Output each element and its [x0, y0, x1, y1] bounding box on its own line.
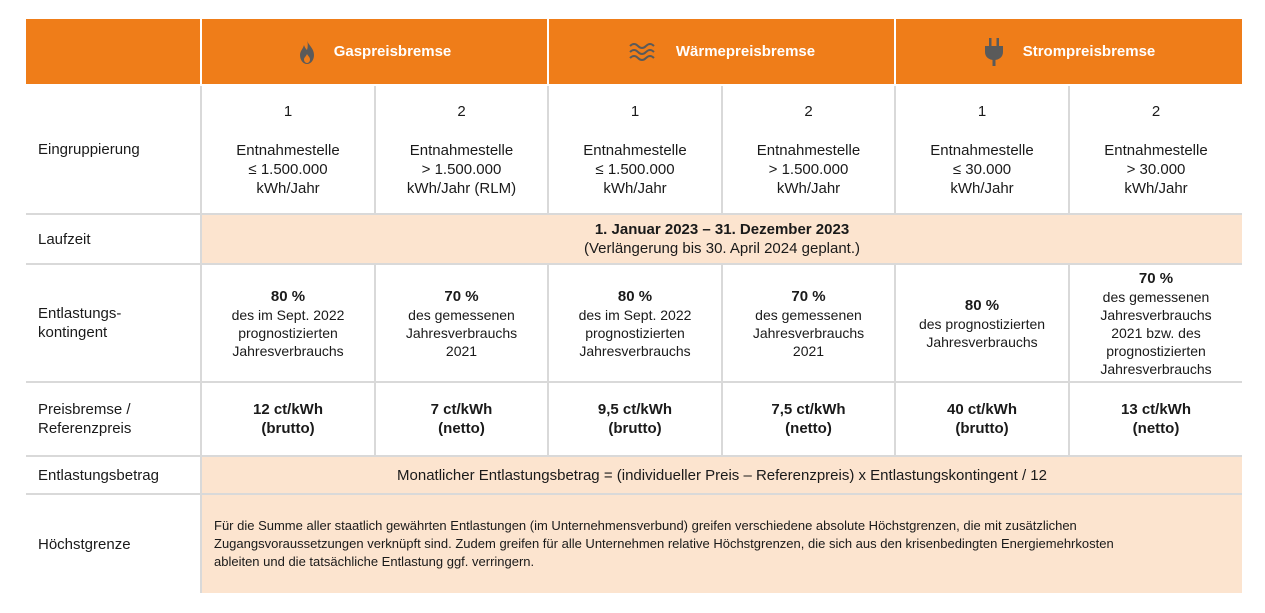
group-line: > 1.500.000 [768, 160, 849, 178]
header-empty-cell [26, 19, 200, 86]
preis-strom-1 [894, 383, 1068, 457]
group-line: Entnahmestelle [583, 141, 687, 159]
header-gas [200, 19, 547, 86]
kontingent-percent: 80 % [964, 296, 1000, 314]
laufzeit-sub: (Verlängerung bis 30. April 2024 geplant.) [583, 240, 861, 257]
flame-icon [298, 39, 316, 65]
row-label-line: kontingent [38, 324, 108, 341]
kontingent-line: des gemessenen [408, 306, 515, 323]
price-type: (netto) [1132, 420, 1180, 437]
kontingent-line: Jahresverbrauchs [579, 342, 691, 359]
row-label-betrag: Entlastungsbetrag [26, 457, 200, 495]
row-label-line: Entlastungs- [38, 305, 122, 322]
kontingent-line: Jahresverbrauchs [1100, 306, 1212, 323]
heat-waves-icon [628, 41, 658, 63]
eingruppierung-strom-1 [894, 86, 1068, 215]
kontingent-line: des gemessenen [755, 306, 862, 323]
price-type: (brutto) [608, 420, 662, 437]
row-label-kontingent [26, 265, 200, 383]
kontingent-line: des gemessenen [1102, 288, 1210, 305]
table-grid [26, 19, 1242, 593]
group-line: ≤ 30.000 [952, 160, 1012, 178]
header-strom [894, 19, 1242, 86]
laufzeit-main: 1. Januar 2023 – 31. Dezember 2023 [594, 221, 850, 238]
price-brake-table [26, 19, 1242, 593]
group-line: kWh/Jahr [603, 179, 667, 197]
header-gas-label: Gaspreisbremse [333, 43, 452, 60]
kontingent-line: 2021 [792, 342, 825, 359]
kontingent-line: prognostizierten [585, 324, 685, 341]
eingruppierung-strom-2 [1068, 86, 1242, 215]
group-line: ≤ 1.500.000 [595, 160, 675, 178]
hoechst-text [200, 495, 1242, 593]
preis-waerme-1 [547, 383, 721, 457]
kontingent-waerme-2 [721, 265, 894, 383]
preis-gas-1 [200, 383, 374, 457]
group-line: kWh/Jahr [950, 179, 1014, 197]
preis-gas-2 [374, 383, 547, 457]
laufzeit-value [200, 215, 1242, 265]
kontingent-percent: 70 % [444, 287, 479, 305]
row-label-preis [26, 383, 200, 457]
preis-strom-2 [1068, 383, 1242, 457]
kontingent-line: 2021 bzw. des [1111, 324, 1201, 341]
plug-icon [983, 37, 1005, 67]
hoechst-line: ableiten und die tatsächliche Entlastung ggf. verringern. [214, 554, 535, 569]
kontingent-line: prognostizierten [238, 324, 338, 341]
header-strom-label: Strompreisbremse [1022, 43, 1156, 60]
price-type: (netto) [438, 420, 485, 437]
kontingent-gas-1 [200, 265, 374, 383]
group-number: 2 [804, 102, 813, 120]
eingruppierung-gas-1 [200, 86, 374, 215]
price-value: 13 ct/kWh [1120, 401, 1192, 418]
price-type: (brutto) [955, 420, 1009, 437]
kontingent-line: Jahresverbrauchs [1100, 360, 1212, 377]
group-line: kWh/Jahr [256, 179, 320, 197]
group-line: > 30.000 [1126, 160, 1186, 178]
group-number: 2 [457, 102, 466, 120]
group-number: 1 [630, 102, 640, 120]
row-label-laufzeit: Laufzeit [26, 215, 200, 265]
group-line: kWh/Jahr [1124, 179, 1188, 197]
kontingent-line: des im Sept. 2022 [231, 306, 345, 323]
eingruppierung-waerme-2 [721, 86, 894, 215]
row-label-eingruppierung: Eingruppierung [26, 86, 200, 215]
eingruppierung-gas-2 [374, 86, 547, 215]
kontingent-percent: 80 % [617, 287, 653, 305]
group-number: 2 [1151, 102, 1161, 120]
hoechst-line: Zugangsvoraussetzungen verknüpft sind. Zudem greifen für alle Unternehmen relative Höchstgrenzen, die sich aus den krisenbedingten Energiemehrkosten [214, 536, 1114, 551]
kontingent-line: 2021 [445, 342, 478, 359]
kontingent-waerme-1 [547, 265, 721, 383]
price-value: 12 ct/kWh [252, 401, 324, 418]
price-value: 9,5 ct/kWh [597, 401, 673, 418]
row-label-line: Referenzpreis [38, 420, 132, 437]
kontingent-line: des im Sept. 2022 [578, 306, 692, 323]
price-type: (netto) [785, 420, 832, 437]
eingruppierung-waerme-1 [547, 86, 721, 215]
group-line: ≤ 1.500.000 [248, 160, 328, 178]
kontingent-strom-1 [894, 265, 1068, 383]
group-line: Entnahmestelle [236, 141, 340, 159]
group-number: 1 [977, 102, 987, 120]
row-label-line: Preisbremse / [38, 401, 131, 418]
header-waerme [547, 19, 894, 86]
group-line: Entnahmestelle [756, 141, 861, 159]
betrag-formula: Monatlicher Entlastungsbetrag = (individueller Preis – Referenzpreis) x Entlastungskontingent / 12 [200, 457, 1242, 495]
kontingent-percent: 70 % [1138, 269, 1174, 287]
group-line: Entnahmestelle [409, 141, 514, 159]
kontingent-percent: 70 % [791, 287, 826, 305]
kontingent-strom-2 [1068, 265, 1242, 383]
price-type: (brutto) [261, 420, 315, 437]
group-line: Entnahmestelle [1104, 141, 1208, 159]
price-value: 7 ct/kWh [430, 401, 493, 418]
kontingent-gas-2 [374, 265, 547, 383]
hoechst-line: Für die Summe aller staatlich gewährten Entlastungen (im Unternehmensverbund) greifen verschiedene absolute Höchstgrenzen, die mit zusätzlichen [214, 518, 1077, 533]
group-line: Entnahmestelle [930, 141, 1034, 159]
row-label-hoechst: Höchstgrenze [38, 535, 131, 553]
kontingent-line: prognostizierten [1106, 342, 1206, 359]
group-line: kWh/Jahr [776, 179, 841, 197]
kontingent-line: Jahresverbrauchs [752, 324, 865, 341]
price-value: 7,5 ct/kWh [771, 401, 846, 418]
kontingent-line: Jahresverbrauchs [405, 324, 518, 341]
price-value: 40 ct/kWh [946, 401, 1018, 418]
kontingent-percent: 80 % [270, 287, 306, 305]
kontingent-line: des prognostizierten [918, 315, 1046, 332]
group-number: 1 [283, 102, 293, 120]
group-line: > 1.500.000 [421, 160, 502, 178]
preis-waerme-2 [721, 383, 894, 457]
kontingent-line: Jahresverbrauchs [926, 333, 1038, 350]
group-line: kWh/Jahr (RLM) [406, 179, 517, 197]
header-waerme-label: Wärmepreisbremse [675, 43, 816, 60]
kontingent-line: Jahresverbrauchs [232, 342, 344, 359]
